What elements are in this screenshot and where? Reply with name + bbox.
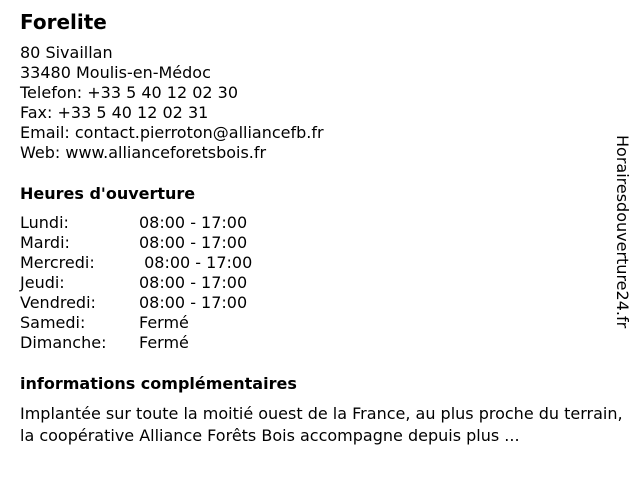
website-address: Web: www.allianceforetsbois.fr [20, 143, 267, 162]
hours-day: Mardi: [20, 233, 70, 252]
opening-hours-table [20, 213, 252, 353]
hours-row-thursday [20, 273, 252, 293]
opening-hours-heading: Heures d'ouverture [20, 184, 196, 203]
hours-row-sunday [20, 333, 252, 353]
hours-time: 08:00 - 17:00 [139, 233, 248, 252]
hours-row-monday [20, 213, 252, 233]
site-watermark [611, 135, 633, 375]
hours-time: 08:00 - 17:00 [139, 213, 248, 232]
hours-row-tuesday [20, 233, 252, 253]
hours-day: Dimanche: [20, 333, 107, 352]
email-address: Email: contact.pierroton@alliancefb.fr [20, 123, 324, 142]
address-city: 33480 Moulis-en-Médoc [20, 63, 211, 82]
hours-time: Fermé [139, 313, 189, 332]
phone-number: Telefon: +33 5 40 12 02 30 [20, 83, 239, 102]
contact-block [20, 43, 324, 163]
hours-day: Mercredi: [20, 253, 95, 272]
hours-row-wednesday [20, 253, 252, 273]
hours-day: Lundi: [20, 213, 69, 232]
hours-time: 08:00 - 17:00 [139, 273, 248, 292]
hours-row-friday [20, 293, 252, 313]
hours-time: Fermé [139, 333, 189, 352]
hours-day: Samedi: [20, 313, 86, 332]
additional-info-heading: informations complémentaires [20, 374, 297, 393]
business-name: Forelite [20, 10, 107, 34]
hours-day: Jeudi: [20, 273, 65, 292]
hours-day: Vendredi: [20, 293, 96, 312]
site-watermark-text: Horairesdouverture24.fr [613, 135, 632, 329]
fax-number: Fax: +33 5 40 12 02 31 [20, 103, 209, 122]
address-street: 80 Sivaillan [20, 43, 113, 62]
hours-time: 08:00 - 17:00 [139, 293, 248, 312]
hours-row-saturday [20, 313, 252, 333]
hours-time: 08:00 - 17:00 [139, 253, 253, 272]
additional-info-text: Implantée sur toute la moitié ouest de la France, au plus proche du terrain, la coopérative Alliance Forêts Bois accompagne depuis plus ... [20, 404, 623, 445]
